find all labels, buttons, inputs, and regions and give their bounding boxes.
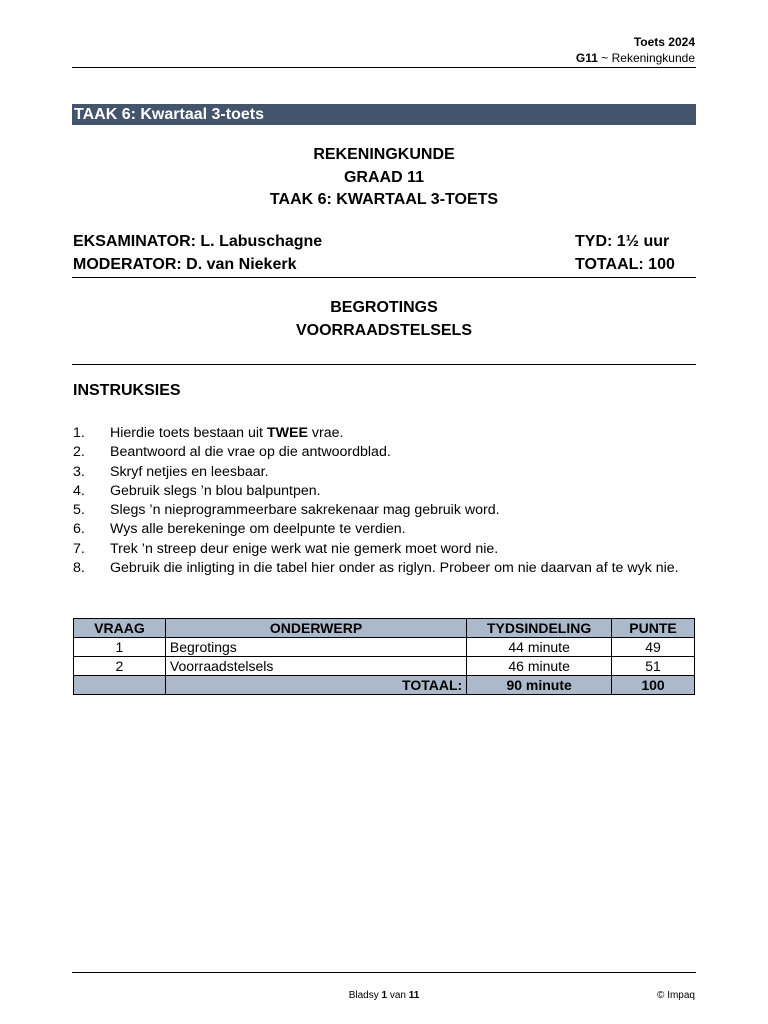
time-allocation-table [73, 618, 695, 695]
task-banner: TAAK 6: Kwartaal 3-toets [72, 104, 696, 125]
cell-question: 1 [74, 638, 166, 657]
header-divider [72, 67, 696, 68]
col-header-marks: PUNTE [612, 619, 695, 638]
list-item: 8. Gebruik die inligting in die tabel hier onder as riglyn. Probeer om nie daarvan af te wyk nie. [73, 560, 679, 577]
list-item: 6. Wys alle berekeninge om deelpunte te verdien. [73, 521, 406, 538]
page-header [576, 34, 695, 66]
exam-meta [73, 230, 688, 276]
header-subject-name: ~ Rekeningkunde [597, 51, 695, 65]
cell-question: 2 [74, 657, 166, 676]
footer-divider [72, 972, 696, 973]
cell-total-marks: 100 [612, 676, 695, 695]
topic-budgets: BEGROTINGS [330, 299, 438, 316]
list-item: 4. Gebruik slegs ’n blou balpuntpen. [73, 482, 321, 499]
title-grade: GRAAD 11 [343, 168, 425, 186]
examiner: EKSAMINATOR: L. Labuschagne [73, 233, 323, 250]
table-row [74, 657, 695, 676]
copyright: © Impaq [657, 990, 695, 1001]
topic-inventory: VOORRAADSTELSELS [295, 321, 472, 339]
instructions-list [73, 424, 698, 578]
time-allowed: TYD: 1½ uur [575, 233, 670, 250]
cell-total-time: 90 minute [467, 676, 612, 695]
list-item: 7. Trek ’n streep deur enige werk wat nie gemerk moet word nie. [73, 540, 499, 557]
col-header-topic: ONDERWERP [165, 619, 466, 638]
col-header-time: TYDSINDELING [467, 619, 612, 638]
title-subject: REKENINGKUNDE [313, 146, 455, 163]
header-grade: G11 [575, 51, 598, 65]
list-item: 5. Slegs ’n nieprogrammeerbare sakrekenaar mag gebruik word. [73, 502, 500, 519]
cell-marks: 49 [612, 638, 695, 657]
list-item: 2. Beantwoord al die vrae op die antwoordblad. [73, 444, 391, 461]
page-number: Bladsy 1 van 11 [348, 990, 420, 1001]
cell-time: 44 minute [467, 638, 612, 657]
table-header-row [74, 619, 695, 638]
cell-time: 46 minute [467, 657, 612, 676]
cell-topic: Voorraadstelsels [165, 657, 466, 676]
col-header-question: VRAAG [74, 619, 166, 638]
topics-divider [72, 364, 696, 365]
list-item: 3. Skryf netjies en leesbaar. [73, 463, 269, 480]
cell-empty [74, 676, 166, 695]
instructions-heading: INSTRUKSIES [73, 382, 181, 399]
moderator: MODERATOR: D. van Niekerk [73, 256, 297, 273]
document-title [72, 144, 696, 212]
header-title: Toets 2024 [633, 35, 695, 49]
cell-marks: 51 [612, 657, 695, 676]
meta-divider [72, 277, 696, 278]
list-item: 1. Hierdie toets bestaan uit TWEE vrae. [73, 425, 344, 441]
title-task: TAAK 6: KWARTAAL 3-TOETS [269, 191, 499, 208]
total-marks: TOTAAL: 100 [575, 256, 675, 273]
table-total-row [74, 676, 695, 695]
cell-topic: Begrotings [165, 638, 466, 657]
topics [72, 297, 696, 342]
cell-total-label: TOTAAL: [165, 676, 466, 695]
table-row [74, 638, 695, 657]
header-subject [576, 50, 695, 66]
